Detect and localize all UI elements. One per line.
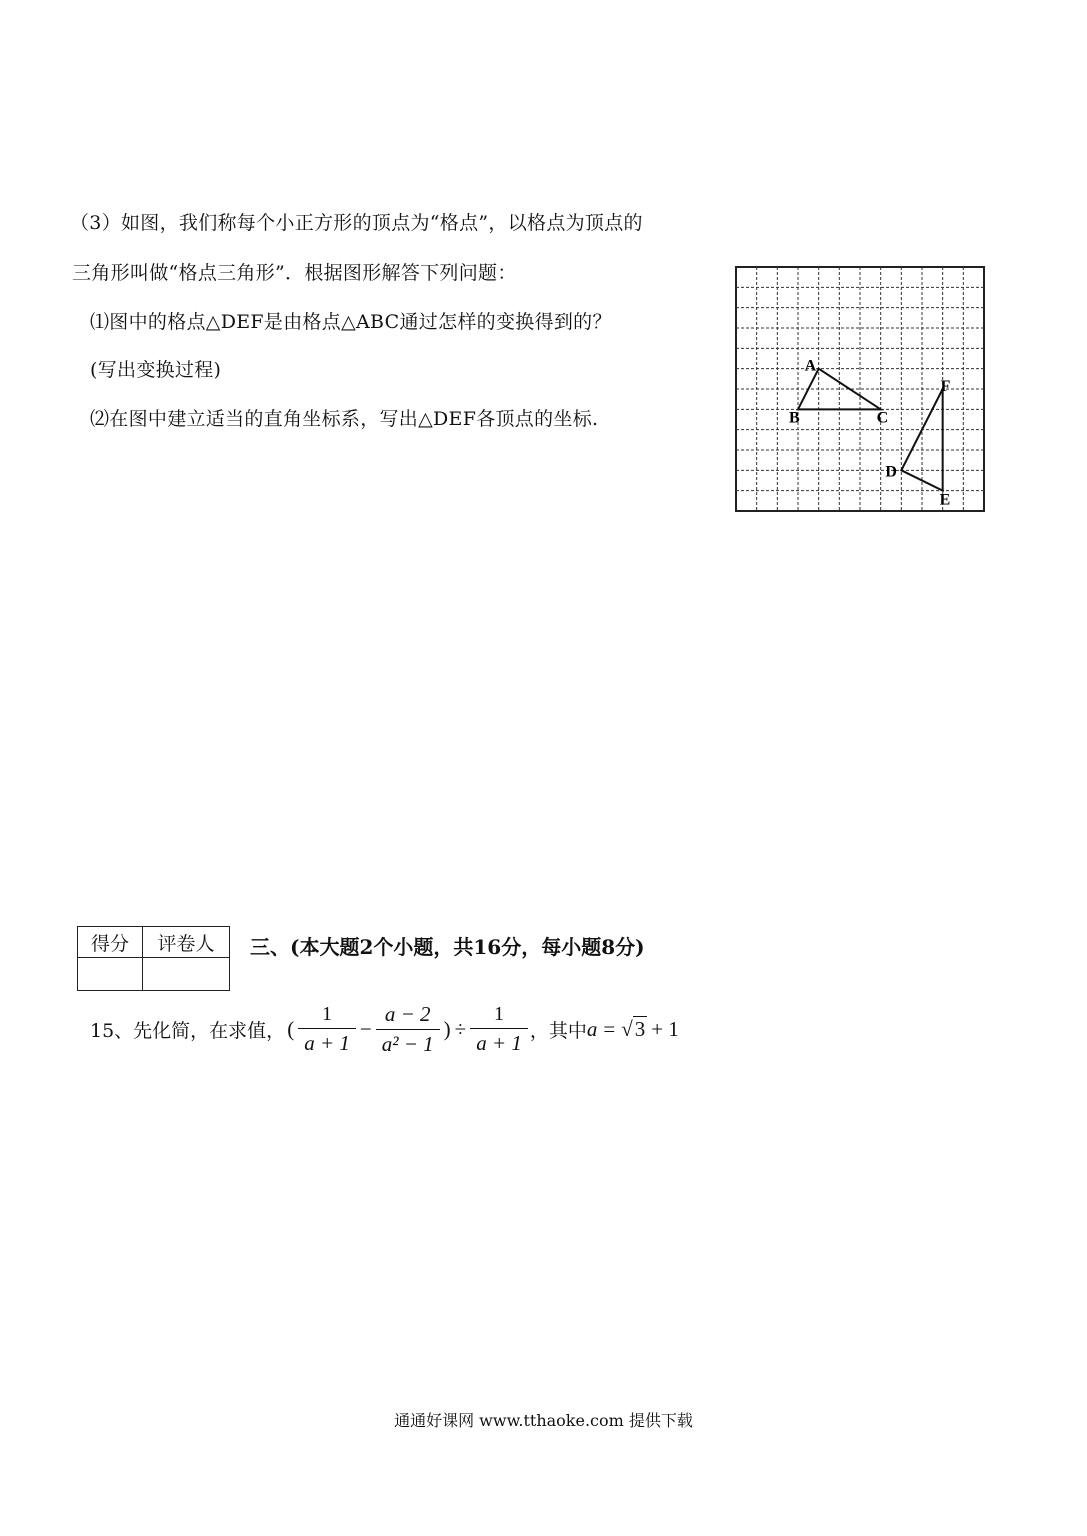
problem15	[90, 998, 681, 1060]
label-D: D	[885, 463, 897, 481]
label-B: B	[789, 409, 800, 427]
footer-text: 通通好课网 www.tthaoke.com 提供下载	[394, 1411, 693, 1430]
fraction-1	[298, 1003, 356, 1056]
close-paren: )	[443, 1016, 451, 1041]
problem15-lead: 15、先化简，在求值，	[90, 1019, 286, 1042]
variable-a: a	[586, 1016, 598, 1041]
radicand: 3	[634, 1016, 646, 1041]
fraction-3-denominator: a + 1	[470, 1028, 528, 1056]
fraction-2-numerator: a − 2	[384, 1001, 431, 1026]
fraction-1-denominator: a + 1	[298, 1028, 356, 1056]
open-paren: (	[287, 1016, 295, 1041]
grader-cell[interactable]	[143, 958, 230, 991]
minus-sign: −	[359, 1016, 372, 1041]
fraction-2	[376, 1002, 440, 1057]
problem3-line1: （3）如图，我们称每个小正方形的顶点为“格点”，以格点为顶点的	[70, 212, 643, 234]
grader-header: 评卷人	[143, 927, 230, 958]
problem3-sub2: ⑵在图中建立适当的直角坐标系，写出△DEF各顶点的坐标.	[90, 408, 599, 430]
fraction-3	[470, 1003, 528, 1056]
plus-one: + 1	[651, 1016, 679, 1041]
score-table	[77, 926, 230, 991]
lattice-grid-figure	[734, 265, 986, 515]
fraction-3-numerator: 1	[494, 1002, 505, 1025]
score-header: 得分	[78, 927, 143, 958]
score-cell[interactable]	[78, 958, 143, 991]
section3-heading: 三、(本大题2个小题，共16分，每小题8分)	[250, 935, 645, 959]
label-E: E	[939, 491, 951, 509]
problem3-line2: 三角形叫做“格点三角形”．根据图形解答下列问题：	[72, 262, 517, 284]
divide-sign: ÷	[454, 1016, 467, 1041]
fraction-1-numerator: 1	[322, 1002, 333, 1025]
fraction-2-denominator: a² − 1	[376, 1029, 440, 1057]
label-F: F	[940, 378, 951, 395]
problem3-sub1-note: (写出变换过程)	[90, 359, 222, 381]
square-root: √3	[621, 1016, 646, 1041]
label-A: A	[804, 357, 817, 375]
label-C: C	[876, 409, 889, 427]
where-text: ，其中	[529, 1019, 587, 1042]
problem3-sub1: ⑴图中的格点△DEF是由格点△ABC通过怎样的变换得到的？	[90, 311, 612, 333]
equals-sign: =	[603, 1016, 616, 1041]
